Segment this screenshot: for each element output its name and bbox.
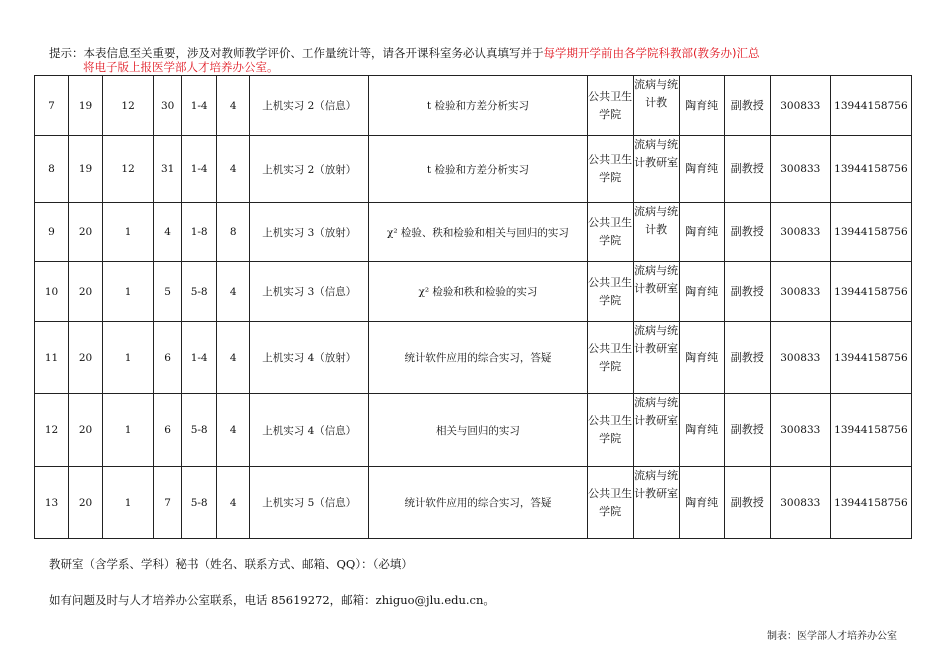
cell-hours: 4 [217, 136, 250, 203]
cell-staff-id: 300833 [770, 136, 830, 203]
cell-dept: 流病与统计教研室 [633, 262, 679, 322]
cell-week: 20 [69, 394, 103, 467]
cell-content: 相关与回归的实习 [369, 394, 587, 467]
cell-phone: 13944158756 [830, 203, 911, 262]
cell-college: 公共卫生学院 [587, 322, 633, 394]
cell-day: 4 [154, 203, 182, 262]
cell-periods: 1-4 [182, 76, 217, 136]
cell-course: 上机实习 3（放射） [250, 203, 369, 262]
cell-dept: 流病与统计教研室 [633, 136, 679, 203]
cell-month: 12 [103, 136, 154, 203]
cell-title: 副教授 [724, 136, 770, 203]
table-row [35, 136, 912, 203]
cell-day: 31 [154, 136, 182, 203]
cell-title: 副教授 [724, 467, 770, 539]
cell-month: 1 [103, 262, 154, 322]
cell-teacher: 陶育纯 [679, 394, 724, 467]
cell-hours: 4 [217, 76, 250, 136]
notice-line-1 [49, 46, 909, 60]
cell-week: 20 [69, 262, 103, 322]
cell-content: 统计软件应用的综合实习，答疑 [369, 467, 587, 539]
cell-hours: 4 [217, 262, 250, 322]
cell-college: 公共卫生学院 [587, 262, 633, 322]
table-row [35, 203, 912, 262]
notice [49, 46, 909, 74]
cell-staff-id: 300833 [770, 76, 830, 136]
cell-dept: 流病与统计教研室 [633, 322, 679, 394]
cell-periods: 1-4 [182, 136, 217, 203]
cell-title: 副教授 [724, 76, 770, 136]
cell-day: 6 [154, 322, 182, 394]
cell-phone: 13944158756 [830, 394, 911, 467]
schedule-table [34, 75, 912, 539]
contact-note: 如有问题及时与人才培养办公室联系，电话 85619272，邮箱：zhiguo@jlu.edu.cn。 [49, 593, 495, 607]
cell-college: 公共卫生学院 [587, 467, 633, 539]
cell-title: 副教授 [724, 262, 770, 322]
maker-note: 制表：医学部人才培养办公室 [767, 631, 897, 642]
cell-month: 1 [103, 322, 154, 394]
cell-course: 上机实习 4（信息） [250, 394, 369, 467]
cell-teacher: 陶育纯 [679, 136, 724, 203]
cell-week: 19 [69, 136, 103, 203]
cell-staff-id: 300833 [770, 322, 830, 394]
cell-week: 20 [69, 467, 103, 539]
table-row [35, 262, 912, 322]
cell-staff-id: 300833 [770, 467, 830, 539]
cell-hours: 4 [217, 467, 250, 539]
cell-week: 19 [69, 76, 103, 136]
cell-staff-id: 300833 [770, 203, 830, 262]
cell-periods: 1-8 [182, 203, 217, 262]
cell-title: 副教授 [724, 322, 770, 394]
notice-line-2: 将电子版上报医学部人才培养办公室。 [83, 60, 279, 74]
cell-course: 上机实习 5（信息） [250, 467, 369, 539]
cell-teacher: 陶育纯 [679, 322, 724, 394]
cell-phone: 13944158756 [830, 76, 911, 136]
cell-teacher: 陶育纯 [679, 262, 724, 322]
table-row [35, 467, 912, 539]
cell-hours: 4 [217, 322, 250, 394]
cell-periods: 5-8 [182, 467, 217, 539]
cell-title: 副教授 [724, 394, 770, 467]
cell-staff-id: 300833 [770, 262, 830, 322]
cell-day: 6 [154, 394, 182, 467]
cell-no: 11 [35, 322, 69, 394]
cell-periods: 5-8 [182, 262, 217, 322]
cell-hours: 8 [217, 203, 250, 262]
cell-periods: 5-8 [182, 394, 217, 467]
cell-no: 10 [35, 262, 69, 322]
notice-red-1: 每学期开学前由各学院科教部(教务办)汇总 [543, 46, 760, 60]
cell-dept: 流病与统计教 [633, 76, 679, 136]
cell-content: t 检验和方差分析实习 [369, 136, 587, 203]
cell-college: 公共卫生学院 [587, 203, 633, 262]
cell-periods: 1-4 [182, 322, 217, 394]
cell-title: 副教授 [724, 203, 770, 262]
cell-day: 5 [154, 262, 182, 322]
table-row [35, 76, 912, 136]
cell-no: 7 [35, 76, 69, 136]
cell-college: 公共卫生学院 [587, 136, 633, 203]
cell-day: 7 [154, 467, 182, 539]
cell-month: 1 [103, 394, 154, 467]
cell-dept: 流病与统计教 [633, 203, 679, 262]
cell-teacher: 陶育纯 [679, 76, 724, 136]
cell-day: 30 [154, 76, 182, 136]
cell-hours: 4 [217, 394, 250, 467]
cell-month: 1 [103, 467, 154, 539]
cell-dept: 流病与统计教研室 [633, 394, 679, 467]
cell-staff-id: 300833 [770, 394, 830, 467]
cell-teacher: 陶育纯 [679, 467, 724, 539]
cell-week: 20 [69, 322, 103, 394]
cell-course: 上机实习 2（信息） [250, 76, 369, 136]
cell-no: 8 [35, 136, 69, 203]
cell-course: 上机实习 4（放射） [250, 322, 369, 394]
cell-phone: 13944158756 [830, 322, 911, 394]
cell-dept: 流病与统计教研室 [633, 467, 679, 539]
cell-college: 公共卫生学院 [587, 394, 633, 467]
cell-course: 上机实习 3（信息） [250, 262, 369, 322]
cell-teacher: 陶育纯 [679, 203, 724, 262]
cell-phone: 13944158756 [830, 136, 911, 203]
cell-college: 公共卫生学院 [587, 76, 633, 136]
cell-no: 12 [35, 394, 69, 467]
secretary-note: 教研室（含学系、学科）秘书（姓名、联系方式、邮箱、QQ）：（必填） [49, 557, 413, 571]
cell-month: 12 [103, 76, 154, 136]
cell-week: 20 [69, 203, 103, 262]
cell-phone: 13944158756 [830, 262, 911, 322]
cell-content: t 检验和方差分析实习 [369, 76, 587, 136]
table-row [35, 322, 912, 394]
cell-content: χ² 检验、秩和检验和相关与回归的实习 [369, 203, 587, 262]
cell-phone: 13944158756 [830, 467, 911, 539]
cell-no: 13 [35, 467, 69, 539]
cell-month: 1 [103, 203, 154, 262]
cell-content: χ² 检验和秩和检验的实习 [369, 262, 587, 322]
notice-prefix: 提示：本表信息至关重要，涉及对教师教学评价、工作量统计等，请各开课科室务必认真填写并于 [49, 46, 544, 60]
table-row [35, 394, 912, 467]
cell-content: 统计软件应用的综合实习，答疑 [369, 322, 587, 394]
cell-no: 9 [35, 203, 69, 262]
cell-course: 上机实习 2（放射） [250, 136, 369, 203]
